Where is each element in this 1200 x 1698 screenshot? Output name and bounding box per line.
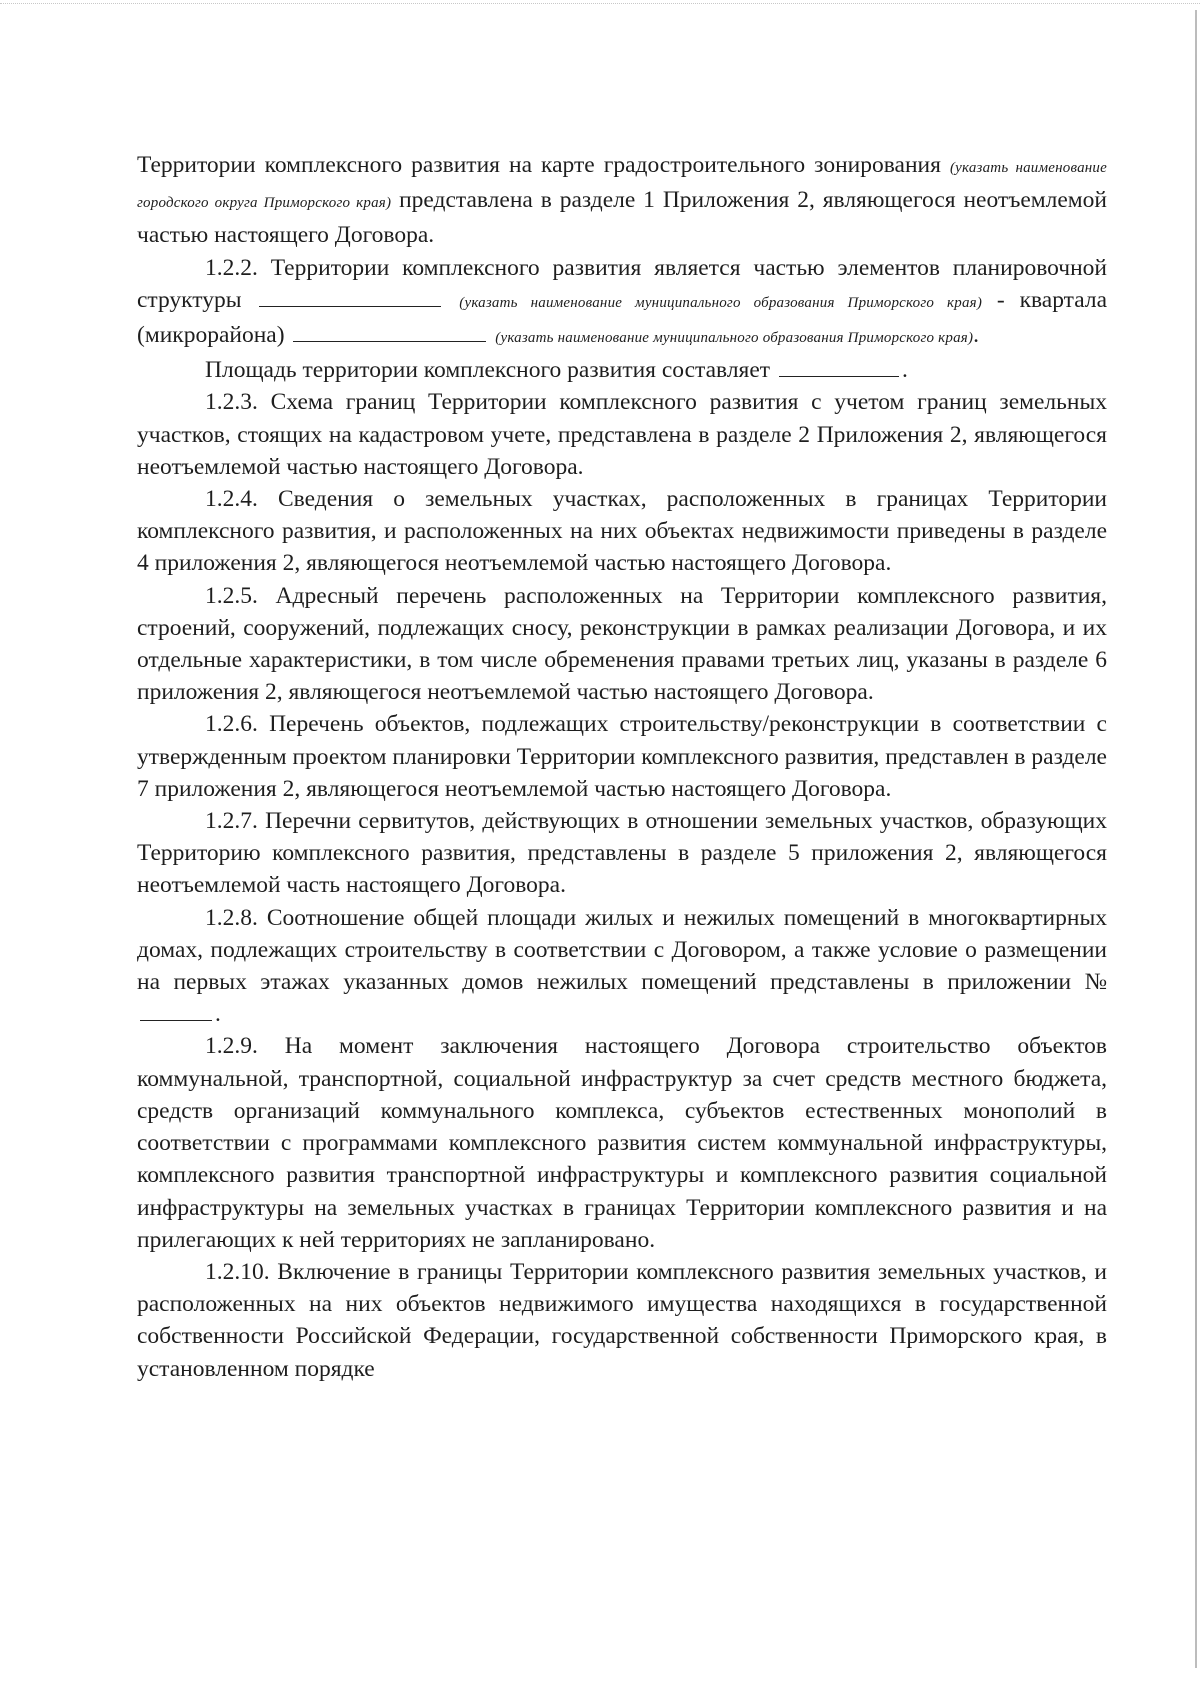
paragraph-1-2-10: 1.2.10. Включение в границы Территории комплексного развития земельных участков, и расположенных на них объектов недвижимого имущества находящихся в государственной собственности Российской Федерации, государственной собственности Приморского края, в установленном порядке (137, 1258, 1107, 1382)
fill-in-blank-planning-structure[interactable] (259, 286, 441, 307)
fill-in-blank-appendix-number[interactable] (140, 1000, 212, 1021)
paragraph-1-2-3: 1.2.3. Схема границ Территории комплексного развития с учетом границ земельных участков, стоящих на кадастровом учете, представлена в разделе 2 Приложения 2, являющегося неотъемлемой частью настоящего Договора. (137, 389, 1107, 480)
paragraph-text: - квартала (микрорайона) (137, 286, 1107, 349)
paragraph-text: . (901, 357, 908, 384)
paragraph-text: . (215, 1001, 221, 1028)
paragraph-text: . (973, 322, 980, 349)
paragraph-1-2-5: 1.2.5. Адресный перечень расположенных на Территории комплексного развития, строений, сооружений, подлежащих сносу, реконструкции в рамках реализации Договора, и их отдельные характеристики, в том числе обременения правами третьих лиц, указаны в разделе 6 приложения 2, являющегося неотъемлемой частью настоящего Договора. (137, 582, 1107, 706)
scan-top-border (0, 3, 1200, 4)
paragraph-zoning-map (137, 149, 1107, 252)
paragraph-1-2-4: 1.2.4. Сведения о земельных участках, расположенных в границах Территории комплексного развития, и расположенных на них объектах недвижимости приведены в разделе 4 приложения 2, являющегося неотъемлемой частью настоящего Договора. (137, 486, 1107, 577)
paragraph-1-2-8 (137, 902, 1107, 1031)
paragraph-1-2-7: 1.2.7. Перечни сервитутов, действующих в отношении земельных участков, образующих Территорию комплексного развития, представлены в разделе 5 приложения 2, являющегося неотъемлемой часть настоящего Договора. (137, 808, 1107, 899)
instruction-note: (указать наименование муниципального образования Приморского края) (459, 294, 983, 311)
paragraph-1-2-2 (137, 252, 1107, 355)
instruction-note: (указать наименование муниципального образования Приморского края) (495, 330, 974, 347)
paragraph-1-2-6: 1.2.6. Перечень объектов, подлежащих строительству/реконструкции в соответствии с утвержденным проектом планировки Территории комплексного развития, представлен в разделе 7 приложения 2, являющегося неотъемлемой частью настоящего Договора. (137, 711, 1107, 802)
paragraph-text: 1.2.8. Соотношение общей площади жилых и нежилых помещений в многоквартирных домах, подлежащих строительству в соответствии с Договором, а также условие о размещении на первых этажах указанных домов нежилых помещений представлены в приложении № (137, 904, 1107, 996)
fill-in-blank-area[interactable] (779, 356, 899, 377)
fill-in-blank-quarter[interactable] (293, 321, 486, 342)
document-body (137, 149, 1107, 1385)
paragraph-text: Площадь территории комплексного развития составляет (205, 357, 771, 384)
paragraph-text: представлена в разделе 1 Приложения 2, являющегося неотъемлемой частью настоящего Договора. (137, 187, 1107, 249)
paragraph-text: 1.2.2. Территории комплексного развития является частью элементов планировочной структуры (137, 254, 1107, 313)
paragraph-1-2-9: 1.2.9. На момент заключения настоящего Договора строительство объектов коммунальной, транспортной, социальной инфраструктур за счет средств местного бюджета, средств организаций коммунального комплекса, субъектов естественных монополий в соответствии с программами комплексного развития систем коммунальной инфраструктуры, комплексного развития транспортной инфраструктуры и комплексного развития социальной инфраструктуры на земельных участках в границах Территории комплексного развития и на прилегающих к ней территориях не запланировано. (137, 1033, 1107, 1253)
paragraph-area (137, 354, 1107, 386)
instruction-note: (указать наименование городского округа Приморского края) (137, 160, 1107, 212)
paragraph-text: Территории комплексного развития на карте градостроительного зонирования (137, 152, 941, 178)
scan-right-edge (1195, 10, 1197, 1668)
